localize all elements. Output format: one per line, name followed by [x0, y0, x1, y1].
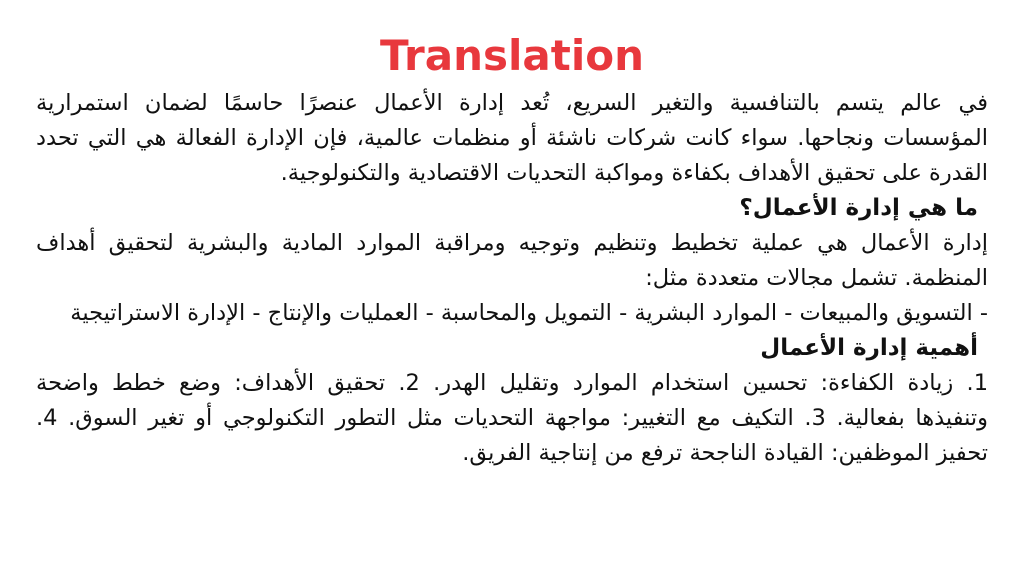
heading-importance: أهمية إدارة الأعمال: [760, 335, 978, 361]
definition-paragraph: إدارة الأعمال هي عملية تخطيط وتنظيم وتوجيه ومراقبة الموارد المادية والبشرية لتحقيق أهداف المنظمة. تشمل مجالات متعددة مثل:: [36, 230, 988, 291]
importance-paragraph: 1. زيادة الكفاءة: تحسين استخدام الموارد وتقليل الهدر. 2. تحقيق الأهداف: وضع خطط واضحة وتنفيذها بفعالية. 3. التكيف مع التغيير: مواجهة التحديات مثل التطور التكنولوجي أو تغير السوق. 4. تحفيز الموظفين: القيادة الناجحة ترفع من إنتاجية الفريق.: [36, 370, 989, 466]
page-title: Translation: [380, 31, 644, 80]
document-body: [36, 86, 988, 471]
fields-paragraph: - التسويق والمبيعات - الموارد البشرية - التمويل والمحاسبة - العمليات والإنتاج - الإدارة الاستراتيجية: [70, 300, 988, 326]
intro-paragraph: في عالم يتسم بالتنافسية والتغير السريع، تُعد إدارة الأعمال عنصرًا حاسمًا لضمان استمرارية المؤسسات ونجاحها. سواء كانت شركات ناشئة أو منظمات عالمية، فإن الإدارة الفعالة هي التي تحدد القدرة على تحقيق الأهداف بكفاءة ومواكبة التحديات الاقتصادية والتكنولوجية.: [36, 90, 988, 186]
heading-what-is-business-management: ما هي إدارة الأعمال؟: [739, 195, 978, 221]
